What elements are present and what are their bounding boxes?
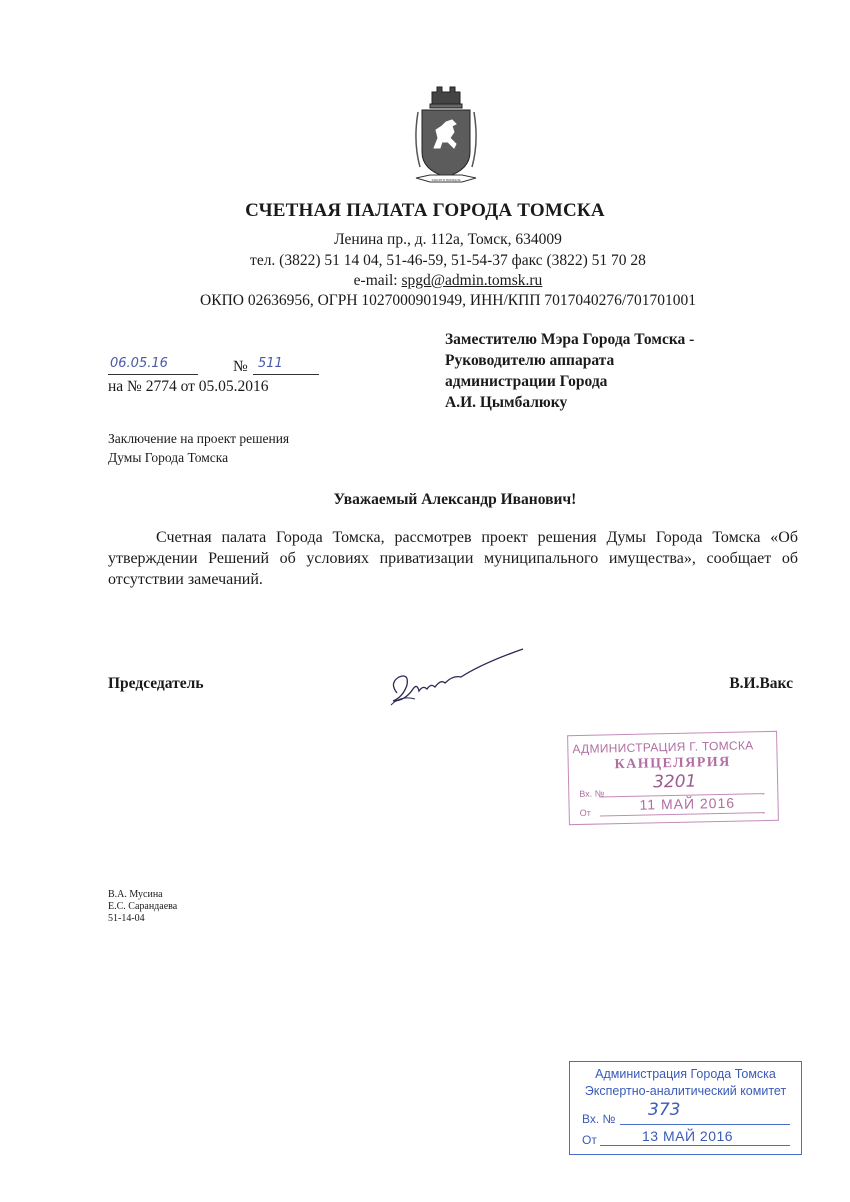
stamp-title: Администрация Города Томска bbox=[595, 1067, 776, 1081]
subject-block bbox=[108, 429, 289, 467]
stamp-line bbox=[620, 1124, 790, 1125]
date-underline bbox=[108, 374, 198, 375]
org-name: СЧЕТНАЯ ПАЛАТА ГОРОДА ТОМСКА bbox=[245, 200, 605, 221]
subject-line: Думы Города Томска bbox=[108, 450, 229, 465]
stamp-from-label: От bbox=[579, 807, 591, 818]
registration-date: 06.05.16 bbox=[110, 356, 168, 371]
addressee-block bbox=[445, 329, 694, 413]
stamp-subtitle: КАНЦЕЛЯРИЯ bbox=[614, 754, 731, 773]
org-address: Ленина пр., д. 112а, Томск, 634009 bbox=[334, 231, 562, 248]
letter-body: Счетная палата Города Томска, рассмотрев проект решения Думы Города Томска «Об утверждении Решений об условиях приватизации муниципального имущества», сообщает об отсутствии замечаний. bbox=[108, 529, 798, 588]
email-label: e-mail: bbox=[353, 272, 402, 289]
stamp-line bbox=[600, 812, 765, 816]
stamp-subtitle: Экспертно-аналитический комитет bbox=[584, 1084, 787, 1098]
stamp-from-label: От bbox=[582, 1133, 597, 1147]
executor-phone: 51-14-04 bbox=[108, 913, 145, 924]
stamp-date: 13 МАЙ 2016 bbox=[642, 1128, 734, 1144]
committee-registration-stamp bbox=[569, 1061, 802, 1155]
stamp-line bbox=[600, 1145, 790, 1146]
stamp-date: 11 МАЙ 2016 bbox=[639, 794, 736, 813]
registration-line bbox=[108, 358, 328, 378]
registration-number: 511 bbox=[258, 356, 283, 371]
subject-line: Заключение на проект решения bbox=[108, 431, 290, 446]
executor-name: Е.С. Сарандаева bbox=[108, 901, 178, 912]
number-underline bbox=[253, 374, 319, 375]
signatory-title: Председатель bbox=[108, 675, 204, 692]
addressee-line: Заместителю Мэра Города Томска - bbox=[445, 331, 695, 348]
crest-motto: ЗАКОН И ПОРЯДОК bbox=[431, 177, 461, 182]
stamp-number: 373 bbox=[648, 1100, 681, 1120]
admin-registration-stamp bbox=[567, 731, 779, 825]
registration-num-label: № bbox=[233, 358, 248, 375]
stamp-in-label: Вх. № bbox=[579, 788, 605, 799]
stamp-number: 3201 bbox=[652, 771, 697, 793]
addressee-line: администрации Города bbox=[445, 373, 608, 390]
handwritten-signature-icon bbox=[383, 635, 533, 715]
org-codes: ОКПО 02636956, ОГРН 1027000901949, ИНН/КПП 7017040276/701701001 bbox=[200, 292, 696, 309]
reference-line: на № 2774 от 05.05.2016 bbox=[108, 378, 269, 395]
salutation: Уважаемый Александр Иванович! bbox=[333, 491, 577, 508]
tomsk-coat-of-arms-icon bbox=[410, 82, 482, 192]
org-email-line bbox=[0, 272, 850, 290]
stamp-in-label: Вх. № bbox=[582, 1112, 616, 1126]
executor-name: В.А. Мусина bbox=[108, 889, 163, 900]
stamp-title: АДМИНИСТРАЦИЯ Г. ТОМСКА bbox=[572, 738, 754, 757]
email-link[interactable]: spgd@admin.tomsk.ru bbox=[401, 272, 543, 289]
executors-block bbox=[108, 889, 177, 925]
signatory-name: В.И.Вакс bbox=[729, 675, 793, 692]
addressee-line: А.И. Цымбалюку bbox=[445, 394, 568, 411]
addressee-line: Руководителю аппарата bbox=[445, 352, 615, 369]
org-phones: тел. (3822) 51 14 04, 51-46-59, 51-54-37 факс (3822) 51 70 28 bbox=[250, 252, 646, 269]
